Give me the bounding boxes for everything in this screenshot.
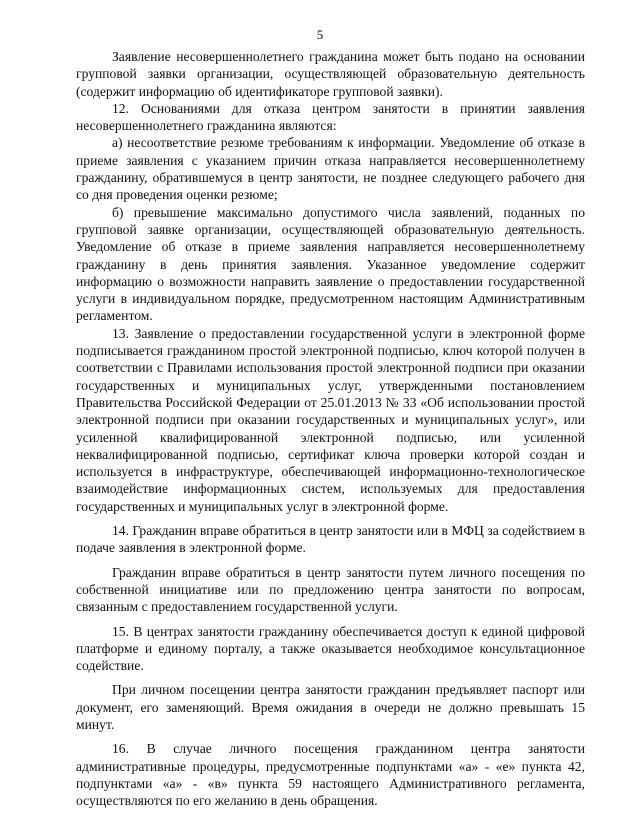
paragraph-13-electronic-signature: 13. Заявление о предоставлении государственной услуги в электронной форме подписывается гражданином простой электронной подписью, ключ которой получен в соответствии с Правилами использования простой электронной подписи при оказании государственных и муниципальных услуг, утвержденными постановлением Правительства Российской Федерации от 25.01.2013 № 33 «Об использовании простой электронной подписи при оказании государственных и муниципальных услуг», или усиленной квалифицированной электронной подписью, или усиленной неквалифицированной подписью, сертификат ключа проверки которой создан и используется в инфраструктуре, обеспечивающей информационно-технологическое взаимодействие информационных систем, используемых для предоставления государственных и муниципальных услуг в электронной форме.	[76, 325, 585, 514]
paragraph-12b-limit-exceeded: б) превышение максимально допустимого числа заявлений, поданных по групповой заявке организации, осуществляющей образовательную деятельность. Уведомление об отказе в приеме заявления направляется несовершеннолетнему гражданину в день принятия заявления. Указанное уведомление содержит информацию о возможности направить заявление о предоставлении государственной услуги в индивидуальном порядке, предусмотренном настоящим Административным регламентом.	[76, 204, 585, 324]
document-body	[76, 48, 585, 809]
paragraph-15-platform-access: 15. В центрах занятости гражданину обеспечивается доступ к единой цифровой платформе и единому порталу, а также оказывается необходимое консультационное содействие.	[76, 623, 585, 674]
page-number: 5	[316, 27, 324, 42]
paragraph-16-same-day: 16. В случае личного посещения гражданином центра занятости административные процедуры, предусмотренные подпунктами «а» - «е» пункта 42, подпунктами «а» - «в» пункта 59 настоящего Административного регламента, осуществляются по его желанию в день обращения.	[76, 741, 585, 809]
paragraph-personal-visit: Гражданин вправе обратиться в центр занятости путем личного посещения по собственной инициативе или по предложению центра занятости по вопросам, связанным с предоставлением государственной услуги.	[76, 564, 585, 615]
paragraph-12a-resume-mismatch: а) несоответствие резюме требованиям к информации. Уведомление об отказе в приеме заявления с указанием причин отказа направляется несовершеннолетнему гражданину, обратившемуся в центр занятости, не позднее следующего рабочего дня со дня проведения оценки резюме;	[76, 135, 585, 203]
paragraph-14-mfc-assistance: 14. Гражданин вправе обратиться в центр занятости или в МФЦ за содействием в подаче заявления в электронной форме.	[76, 523, 585, 556]
paragraph-group-application: Заявление несовершеннолетнего гражданина может быть подано на основании групповой заявки организации, осуществляющей образовательную деятельность (содержит информацию об идентификаторе групповой заявки).	[76, 49, 585, 99]
paragraph-passport-waiting: При личном посещении центра занятости гражданин предъявляет паспорт или документ, его заменяющий. Время ожидания в очереди не должно превышать 15 минут.	[76, 682, 585, 732]
paragraph-12-refusal-grounds: 12. Основаниями для отказа центром занятости в принятии заявления несовершеннолетнего гражданина являются:	[76, 100, 585, 134]
